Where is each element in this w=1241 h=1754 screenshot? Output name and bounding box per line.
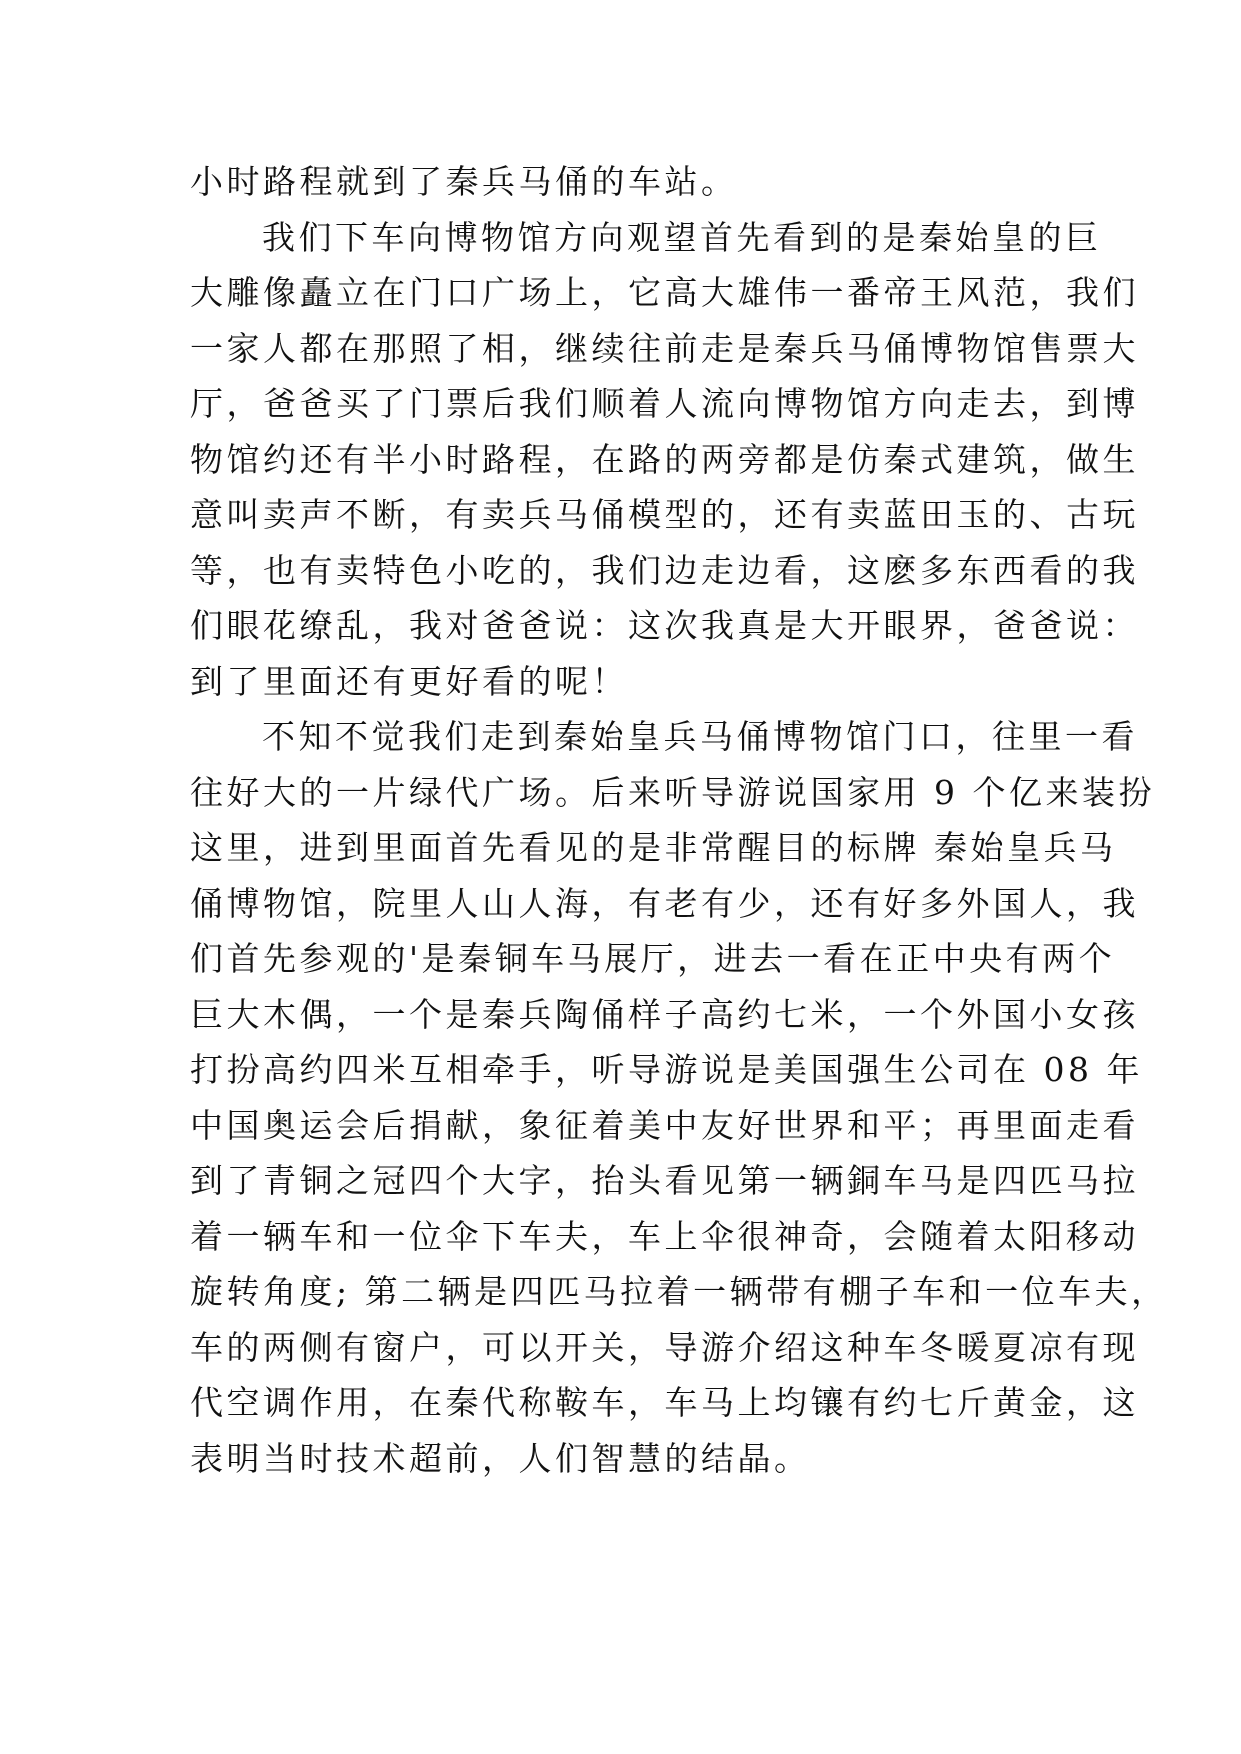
text-line: 到了青铜之冠四个大字，抬头看见第一辆銅车马是四匹马拉 [190, 1161, 1139, 1200]
text-line: 打扮高约四米互相牵手，听导游说是美国强生公司在 08 年 [190, 1050, 1143, 1089]
text-line: 旋转角度; 第二辆是四匹马拉着一辆带有棚子车和一位车夫， [190, 1272, 1168, 1311]
text-line: 着一辆车和一位伞下车夫，车上伞很神奇，会随着太阳移动 [190, 1216, 1139, 1256]
text-line: 意叫卖声不断，有卖兵马俑模型的，还有卖蓝田玉的、古玩 [190, 495, 1139, 534]
text-line: 们首先参观的'是秦铜车马展厅，进去一看在正中央有两个 [190, 939, 1116, 978]
text-line: 大雕像矗立在门口广场上，它高大雄伟一番帝王风范，我们 [190, 273, 1139, 312]
text-line: 小时路程就到了秦兵马俑的车站。 [190, 162, 738, 201]
text-line: 这里，进到里面首先看见的是非常醒目的标牌 秦始皇兵马 [190, 828, 1117, 867]
paragraph-3 [190, 709, 1168, 1486]
text-line: 不知不觉我们走到秦始皇兵马俑博物馆门口，往里一看 [262, 717, 1138, 756]
body-text [190, 154, 1168, 1486]
text-line: 巨大木偶，一个是秦兵陶俑样子高约七米，一个外国小女孩 [190, 994, 1139, 1034]
text-line: 我们下车向博物馆方向观望首先看到的是秦始皇的巨 [262, 217, 1102, 257]
text-line: 俑博物馆，院里人山人海，有老有少，还有好多外国人，我 [190, 883, 1139, 923]
text-line: 车的两侧有窗户，可以开关，导游介绍这种车冬暖夏凉有现 [190, 1327, 1139, 1367]
text-line: 到了里面还有更好看的呢！ [190, 661, 628, 701]
text-line: 厅，爸爸买了门票后我们顺着人流向博物馆方向走去，到博 [190, 384, 1139, 423]
paragraph-2 [190, 210, 1139, 710]
text-line: 等，也有卖特色小吃的，我们边走边看，这麽多东西看的我 [190, 550, 1139, 590]
text-line: 往好大的一片绿代广场。后来听导游说国家用 9 个亿来装扮 [190, 772, 1155, 812]
text-line: 物馆约还有半小时路程，在路的两旁都是仿秦式建筑，做生 [190, 439, 1139, 479]
text-line: 们眼花缭乱，我对爸爸说：这次我真是大开眼界，爸爸说： [190, 606, 1139, 645]
text-line: 中国奥运会后捐献，象征着美中友好世界和平；再里面走看 [190, 1105, 1139, 1145]
text-line: 一家人都在那照了相，继续往前走是秦兵马俑博物馆售票大 [190, 328, 1139, 368]
text-line: 代空调作用，在秦代称鞍车，车马上均镶有约七斤黄金，这 [190, 1383, 1139, 1422]
text-line: 表明当时技术超前，人们智慧的结晶。 [190, 1438, 811, 1478]
paragraph-1 [190, 154, 1060, 210]
